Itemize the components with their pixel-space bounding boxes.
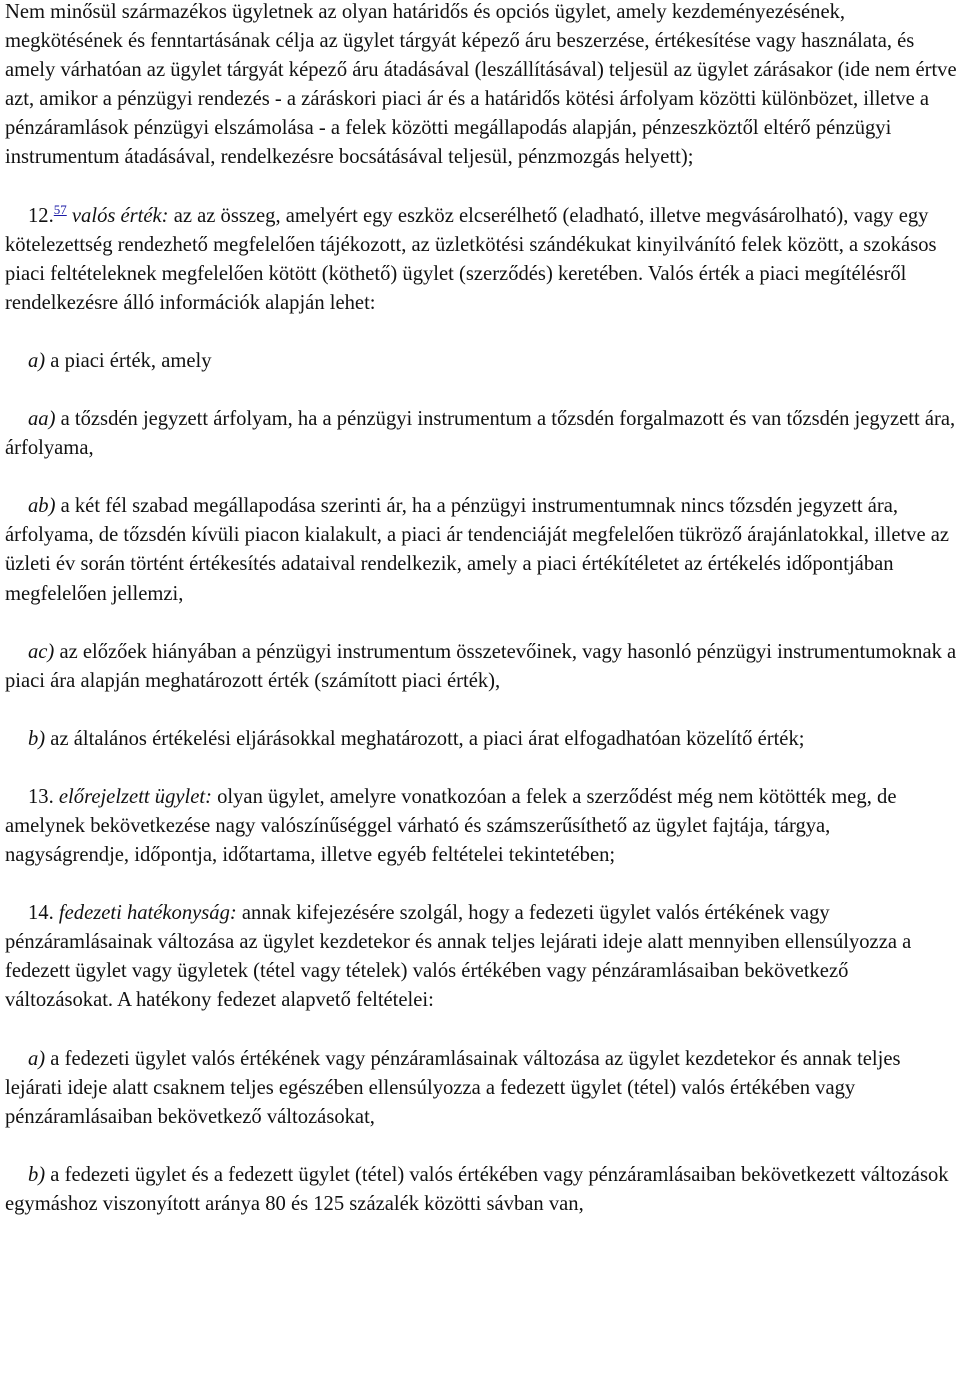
- subitem-14-b-label: b): [28, 1163, 46, 1186]
- subitem-12-a-text: a piaci érték, amely: [45, 349, 212, 372]
- subitem-12-b: [5, 725, 957, 754]
- subitem-12-a: [5, 347, 957, 376]
- subitem-12-ac: [5, 638, 957, 696]
- subitem-14-b-text: a fedezeti ügylet és a fedezett ügylet (tétel) valós értékében vagy pénzáramlásaiban bekövetkezett változások egymáshoz viszonyított aránya 80 és 125 százalék közötti sávban van,: [5, 1163, 949, 1215]
- definition-14-text: annak kifejezésére szolgál, hogy a fedezeti ügylet valós értékének vagy pénzáramlásainak változása az ügylet kezdetekor és annak teljes lejárati ideje alatt mennyiben ellensúlyozza a fedezett ügylet vagy ügyletek (tétel vagy tételek) valós értékében vagy pénzáramlásaiban bekövetkező változásokat. A hatékony fedezet alapvető feltételei:: [5, 902, 912, 1012]
- subitem-12-aa-label: aa): [28, 408, 56, 431]
- footnote-link-57[interactable]: 57: [53, 201, 67, 217]
- subitem-14-a: [5, 1045, 957, 1132]
- subitem-12-ab-label: ab): [28, 495, 56, 518]
- definition-14: [5, 899, 957, 1015]
- definition-14-number: 14.: [28, 902, 54, 925]
- subitem-12-ac-label: ac): [28, 640, 55, 663]
- definition-13: [5, 783, 957, 870]
- subitem-14-a-label: a): [28, 1047, 46, 1070]
- subitem-12-a-label: a): [28, 349, 46, 372]
- subitem-12-b-text: az általános értékelési eljárásokkal meghatározott, a piaci árat elfogadhatóan közelítő érték;: [45, 727, 805, 750]
- definition-12-number: 12.: [28, 204, 54, 227]
- subitem-12-ab: [5, 492, 957, 608]
- subitem-14-b: [5, 1161, 957, 1219]
- subitem-12-b-label: b): [28, 727, 46, 750]
- document-page: [5, 0, 957, 1219]
- paragraph-intro: [5, 0, 957, 173]
- definition-14-term: fedezeti hatékonyság:: [58, 902, 237, 925]
- definition-12-text: az az összeg, amelyért egy eszköz elcserélhető (eladható, illetve megvásárolható), vagy egy kötelezettség rendezhető megfelelően tájékozott, az üzletkötési szándékukat kinyilvánító felek között, a szokásos piaci feltételeknek megfelelően kötött (köthető) ügylet (szerződés) keretében. Valós érték a piaci megítélésről rendelkezésre álló információk alapján lehet:: [5, 204, 937, 314]
- subitem-12-ac-text: az előzőek hiányában a pénzügyi instrumentum összetevőinek, vagy hasonló pénzügyi instrumentumoknak a piaci ára alapján meghatározott érték (számított piaci érték),: [5, 640, 957, 692]
- definition-13-term: előrejelzett ügylet:: [58, 785, 212, 808]
- definition-13-text: olyan ügylet, amelyre vonatkozóan a felek a szerződést még nem kötötték meg, de amelynek bekövetkezése nagy valószínűséggel várható és számszerűsíthető az ügylet fajtája, tárgya, nagyságrendje, időpontja, időtartama, illetve egyéb feltételei tekintetében;: [5, 785, 897, 867]
- subitem-12-aa-text: a tőzsdén jegyzett árfolyam, ha a pénzügyi instrumentum a tőzsdén forgalmazott és van tőzsdén jegyzett ára, árfolyama,: [5, 408, 956, 460]
- subitem-12-ab-text: a két fél szabad megállapodása szerinti ár, ha a pénzügyi instrumentumnak nincs tőzsdén jegyzett ára, árfolyama, de tőzsdén kívüli piacon kialakult, a piaci ár tendenciáját megfelelően tükröző árajánlatokkal, illetve az üzleti év során történt értékesítés adataival rendelkezik, amely a piaci értékítéletet az értékelés időpontjában megfelelően jellemzi,: [5, 495, 950, 605]
- definition-13-number: 13.: [28, 785, 54, 808]
- subitem-12-aa: [5, 405, 957, 463]
- definition-12: [5, 202, 957, 318]
- paragraph-intro-text: Nem minősül származékos ügyletnek az olyan határidős és opciós ügylet, amely kezdeményezésének, megkötésének és fenntartásának célja az ügylet tárgyát képező áru beszerzése, értékesítése vagy használata, és amely várhatóan az ügylet tárgyát képező áru átadásával (leszállításával) teljesül az ügylet zárásakor (ide nem értve azt, amikor a pénzügyi rendezés - a záráskori piaci ár és a határidős kötési árfolyam közötti különbözet, illetve a pénzáramlások pénzügyi elszámolása - a felek közötti megállapodás alapján, pénzeszköztől eltérő pénzügyi instrumentum átadásával, rendelkezésre bocsátásával teljesül, pénzmozgás helyett);: [5, 1, 957, 169]
- definition-12-term: valós érték:: [71, 204, 169, 227]
- subitem-14-a-text: a fedezeti ügylet valós értékének vagy pénzáramlásainak változása az ügylet kezdetekor és annak teljes lejárati ideje alatt csaknem teljes egészében ellensúlyozza a fedezett ügylet (tétel) valós értékében vagy pénzáramlásaiban bekövetkező változásokat,: [5, 1047, 901, 1128]
